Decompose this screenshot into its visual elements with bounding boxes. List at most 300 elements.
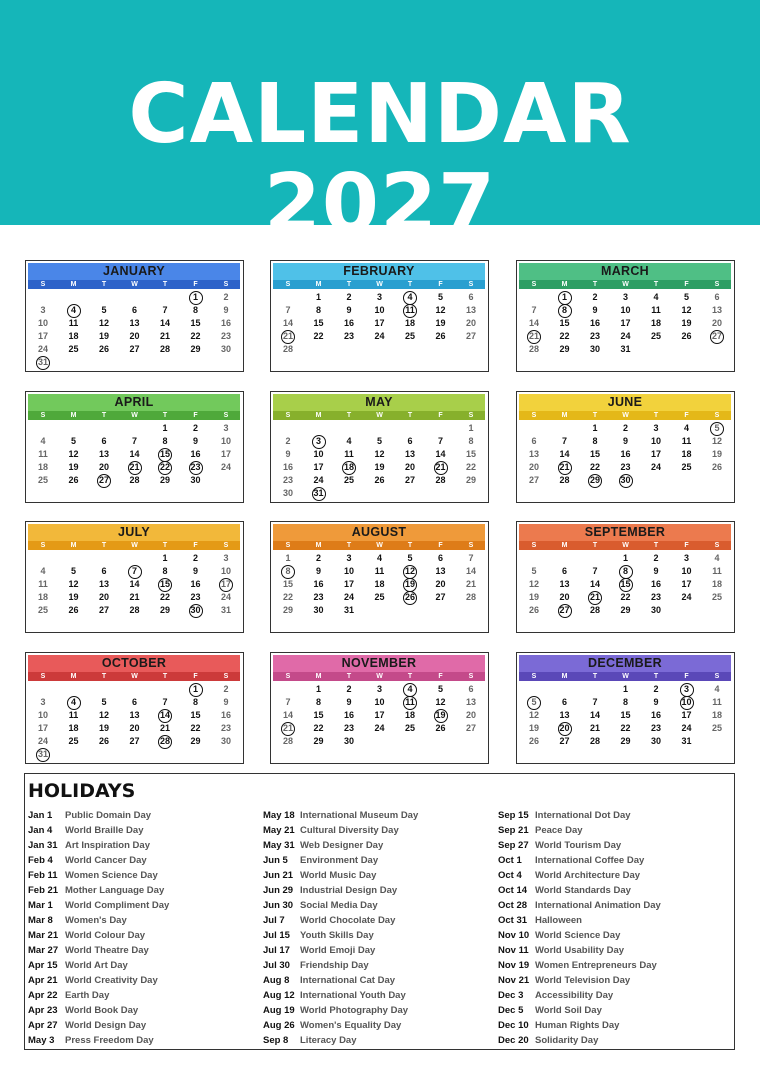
holiday-date-label: Jun 5 [263, 855, 288, 866]
holiday-name: World Theatre Day [65, 945, 149, 956]
calendar-day: 26 [435, 331, 446, 341]
holiday-date-label: Mar 1 [28, 900, 53, 911]
calendar-day: 4 [346, 436, 352, 446]
calendar-day: 24 [313, 475, 324, 485]
calendar-day: 17 [220, 449, 231, 459]
calendar-day: 10 [220, 436, 231, 446]
weekday-label: F [438, 412, 443, 419]
calendar-day: 28 [435, 475, 446, 485]
weekday-label: S [468, 412, 474, 419]
calendar-day: 17 [681, 579, 692, 589]
calendar-day: 12 [528, 710, 539, 720]
calendar-day: 8 [192, 305, 198, 315]
holiday-name: World Music Day [300, 870, 377, 881]
calendar-day: 3 [223, 553, 229, 563]
holiday-date: 18 [338, 461, 360, 474]
holiday-name: Art Inspiration Day [65, 840, 150, 851]
calendar-day: 13 [711, 305, 722, 315]
month-name: OCTOBER [28, 655, 240, 672]
calendar-day: 7 [468, 553, 474, 563]
weekday-label: W [622, 281, 629, 288]
holiday-date-label: Apr 27 [28, 1020, 58, 1031]
calendar-day: 8 [192, 697, 198, 707]
calendar-day: 24 [650, 462, 661, 472]
holiday-date: 4 [399, 291, 421, 304]
calendar-day: 25 [404, 331, 415, 341]
calendar-day: 29 [159, 475, 170, 485]
holiday-date-label: Apr 23 [28, 1005, 58, 1016]
holiday-date-label: Oct 28 [498, 900, 528, 911]
holiday-name: Women Entrepreneurs Day [535, 960, 657, 971]
calendar-day: 12 [98, 318, 109, 328]
weekday-label: T [346, 673, 352, 680]
calendar-day: 15 [190, 318, 201, 328]
calendar-day: 14 [465, 566, 476, 576]
calendar-day: 12 [98, 710, 109, 720]
calendar-day: 18 [681, 449, 692, 459]
holiday-date: 30 [615, 474, 637, 487]
calendar-day: 19 [98, 723, 109, 733]
holiday-name: Halloween [535, 915, 582, 926]
calendar-day: 23 [589, 331, 600, 341]
calendar-day: 13 [528, 449, 539, 459]
calendar-day: 13 [559, 710, 570, 720]
weekday-header [519, 672, 731, 681]
calendar-day: 15 [313, 710, 324, 720]
holiday-name: International Dot Day [535, 810, 631, 821]
calendar-day: 2 [346, 292, 352, 302]
calendar-day: 11 [68, 318, 79, 328]
calendar-day: 21 [589, 723, 600, 733]
holiday-name: Web Designer Day [300, 840, 384, 851]
holiday-name: Peace Day [535, 825, 583, 836]
calendar-day: 25 [711, 592, 722, 602]
weekday-label: T [653, 412, 659, 419]
holiday-date-label: May 18 [263, 810, 295, 821]
calendar-day: 25 [650, 331, 661, 341]
calendar-day: 15 [465, 449, 476, 459]
holiday-date-label: Jul 7 [263, 915, 285, 926]
calendar-day: 9 [346, 305, 352, 315]
weekday-header [28, 541, 240, 550]
calendar-day: 21 [465, 579, 476, 589]
calendar-day: 26 [374, 475, 385, 485]
holiday-name: Youth Skills Day [300, 930, 374, 941]
weekday-header [273, 672, 485, 681]
weekday-label: S [714, 542, 720, 549]
holiday-date-label: Jan 4 [28, 825, 53, 836]
calendar-day: 11 [68, 710, 79, 720]
holiday-name: World Compliment Day [65, 900, 170, 911]
calendar-day: 8 [468, 436, 474, 446]
calendar-day: 4 [714, 684, 720, 694]
holiday-date-label: Apr 21 [28, 975, 58, 986]
holiday-date-label: Apr 22 [28, 990, 58, 1001]
calendar-day: 24 [220, 462, 231, 472]
calendar-day: 23 [343, 331, 354, 341]
calendar-day: 22 [313, 723, 324, 733]
calendar-day: 16 [220, 710, 231, 720]
calendar-day: 14 [129, 579, 140, 589]
calendar-day: 28 [129, 605, 140, 615]
holiday-name: World Soil Day [535, 1005, 602, 1016]
calendar-day: 23 [282, 475, 293, 485]
weekday-label: T [162, 412, 168, 419]
holiday-date-label: Dec 3 [498, 990, 524, 1001]
calendar-day: 17 [650, 449, 661, 459]
holiday-date-label: Jun 21 [263, 870, 294, 881]
calendar-day: 18 [404, 318, 415, 328]
calendar-day: 14 [589, 579, 600, 589]
holiday-date-label: Jun 30 [263, 900, 294, 911]
calendar-day: 2 [223, 292, 229, 302]
calendar-day: 11 [651, 305, 661, 315]
month-june [516, 391, 735, 503]
calendar-day: 6 [468, 684, 474, 694]
calendar-day: 14 [282, 710, 293, 720]
calendar-day: 20 [98, 592, 109, 602]
calendar-day: 5 [101, 697, 107, 707]
calendar-day: 7 [437, 436, 443, 446]
weekday-label: S [285, 412, 291, 419]
calendar-day: 2 [653, 553, 659, 563]
weekday-header [28, 672, 240, 681]
calendar-day: 28 [159, 344, 170, 354]
calendar-day: 7 [592, 697, 598, 707]
weekday-label: W [376, 281, 383, 288]
holiday-date-label: Sep 15 [498, 810, 529, 821]
weekday-label: M [561, 542, 568, 549]
calendar-day: 9 [592, 305, 598, 315]
calendar-day: 7 [131, 436, 137, 446]
calendar-day: 28 [282, 344, 293, 354]
calendar-day: 29 [190, 344, 201, 354]
month-name: AUGUST [273, 524, 485, 541]
calendar-day: 12 [374, 449, 385, 459]
calendar-day: 22 [465, 462, 476, 472]
calendar-day: 2 [192, 423, 198, 433]
holiday-date-label: Sep 8 [263, 1035, 289, 1046]
weekday-label: S [531, 542, 537, 549]
holiday-date-label: Oct 14 [498, 885, 528, 896]
holiday-date: 17 [215, 578, 237, 591]
calendar-day: 27 [404, 475, 415, 485]
holiday-name: Public Domain Day [65, 810, 152, 821]
weekday-label: W [131, 542, 138, 549]
calendar-day: 28 [282, 736, 293, 746]
weekday-label: T [592, 412, 598, 419]
calendar-day: 27 [528, 475, 539, 485]
calendar-day: 15 [313, 318, 324, 328]
calendar-day: 2 [592, 292, 598, 302]
calendar-day: 11 [712, 697, 722, 707]
holiday-date-label: Jan 31 [28, 840, 58, 851]
holiday-name: World Tourism Day [535, 840, 622, 851]
calendar-day: 23 [620, 462, 631, 472]
weekday-label: M [315, 412, 322, 419]
calendar-day: 9 [285, 449, 291, 459]
holiday-date-label: Aug 8 [263, 975, 290, 986]
weekday-label: S [285, 542, 291, 549]
calendar-day: 17 [343, 579, 354, 589]
calendar-day: 11 [38, 449, 48, 459]
calendar-day: 9 [653, 697, 659, 707]
calendar-day: 17 [681, 710, 692, 720]
weekday-label: T [592, 673, 598, 680]
holiday-name: Literacy Day [300, 1035, 357, 1046]
calendar-day: 5 [531, 566, 537, 576]
weekday-label: F [193, 542, 198, 549]
weekday-label: T [101, 412, 107, 419]
calendar-day: 5 [683, 292, 689, 302]
calendar-day: 15 [190, 710, 201, 720]
holiday-date-label: Oct 31 [498, 915, 528, 926]
weekday-label: W [376, 412, 383, 419]
calendar-day: 6 [437, 553, 443, 563]
calendar-day: 27 [559, 736, 570, 746]
calendar-day: 3 [653, 423, 659, 433]
holiday-date: 15 [154, 448, 176, 461]
calendar-day: 17 [37, 331, 48, 341]
calendar-day: 29 [190, 736, 201, 746]
holiday-date: 21 [584, 591, 606, 604]
holiday-date-label: Nov 19 [498, 960, 530, 971]
calendar-day: 16 [313, 579, 324, 589]
month-name: MARCH [519, 263, 731, 280]
calendar-day: 2 [285, 436, 291, 446]
month-november [270, 652, 489, 764]
calendar-day: 27 [465, 331, 476, 341]
calendar-day: 2 [653, 684, 659, 694]
calendar-day: 28 [465, 592, 476, 602]
weekday-label: T [346, 281, 352, 288]
calendar-day: 31 [681, 736, 692, 746]
calendar-day: 22 [620, 592, 631, 602]
holiday-date-label: Aug 12 [263, 990, 295, 1001]
calendar-day: 15 [559, 318, 570, 328]
calendar-day: 13 [465, 697, 476, 707]
calendar-day: 31 [220, 605, 231, 615]
calendar-day: 26 [528, 736, 539, 746]
calendar-day: 20 [98, 462, 109, 472]
holiday-date-label: May 21 [263, 825, 295, 836]
holiday-date: 11 [399, 304, 421, 317]
calendar-day: 9 [192, 436, 198, 446]
calendar-day: 13 [465, 305, 476, 315]
calendar-day: 22 [190, 331, 201, 341]
calendar-day: 4 [40, 436, 46, 446]
calendar-day: 28 [589, 736, 600, 746]
calendar-day: 4 [40, 566, 46, 576]
weekday-label: T [653, 542, 659, 549]
holiday-date-label: Aug 19 [263, 1005, 295, 1016]
calendar-day: 19 [528, 592, 539, 602]
weekday-label: M [315, 542, 322, 549]
weekday-header [519, 280, 731, 289]
calendar-day: 27 [98, 605, 109, 615]
weekday-label: F [193, 281, 198, 288]
calendar-day: 25 [68, 344, 79, 354]
weekday-label: T [101, 281, 107, 288]
calendar-day: 24 [681, 723, 692, 733]
calendar-day: 24 [374, 723, 385, 733]
calendar-day: 28 [528, 344, 539, 354]
weekday-label: S [531, 281, 537, 288]
holiday-date: 1 [185, 291, 207, 304]
calendar-day: 17 [374, 318, 385, 328]
calendar-day: 1 [468, 423, 474, 433]
holiday-date: 29 [584, 474, 606, 487]
holiday-date: 8 [277, 565, 299, 578]
calendar-day: 20 [129, 331, 140, 341]
holiday-date: 21 [554, 461, 576, 474]
calendar-day: 20 [435, 579, 446, 589]
calendar-day: 9 [346, 697, 352, 707]
calendar-day: 12 [681, 305, 692, 315]
weekday-label: W [131, 673, 138, 680]
calendar-day: 20 [711, 318, 722, 328]
calendar-day: 18 [68, 331, 79, 341]
holiday-name: World Emoji Day [300, 945, 376, 956]
month-name: NOVEMBER [273, 655, 485, 672]
calendar-day: 16 [190, 579, 201, 589]
calendar-day: 5 [101, 305, 107, 315]
calendar-day: 18 [374, 579, 385, 589]
holiday-date: 21 [523, 330, 545, 343]
calendar-day: 11 [681, 436, 692, 446]
calendar-day: 10 [343, 566, 354, 576]
holiday-name: World Art Day [65, 960, 128, 971]
calendar-day: 21 [159, 331, 170, 341]
weekday-label: W [622, 542, 629, 549]
weekday-label: S [285, 281, 291, 288]
holiday-name: Solidarity Day [535, 1035, 599, 1046]
calendar-day: 26 [98, 344, 109, 354]
calendar-day: 30 [650, 736, 661, 746]
weekday-label: T [407, 673, 413, 680]
holiday-date-label: Feb 21 [28, 885, 59, 896]
holiday-date-label: May 3 [28, 1035, 55, 1046]
calendar-day: 2 [315, 553, 321, 563]
holiday-name: World Usability Day [535, 945, 625, 956]
calendar-day: 20 [465, 318, 476, 328]
calendar-day: 18 [404, 710, 415, 720]
calendar-day: 21 [129, 592, 140, 602]
calendar-day: 6 [468, 292, 474, 302]
calendar-day: 3 [40, 697, 46, 707]
calendar-day: 28 [589, 605, 600, 615]
calendar-day: 7 [561, 436, 567, 446]
calendar-day: 29 [465, 475, 476, 485]
page-title: CALENDAR 2027 [128, 67, 632, 252]
holiday-date-label: Feb 11 [28, 870, 58, 881]
holiday-date-label: Nov 21 [498, 975, 530, 986]
calendar-day: 10 [37, 318, 48, 328]
calendar-day: 7 [162, 305, 168, 315]
calendar-day: 10 [681, 566, 692, 576]
calendar-day: 1 [162, 553, 168, 563]
holiday-name: Friendship Day [300, 960, 369, 971]
calendar-day: 15 [589, 449, 600, 459]
weekday-header [273, 280, 485, 289]
holiday-name: Earth Day [65, 990, 110, 1001]
calendar-day: 2 [223, 684, 229, 694]
weekday-label: S [468, 542, 474, 549]
calendar-day: 5 [437, 684, 443, 694]
calendar-day: 14 [528, 318, 539, 328]
calendar-day: 1 [592, 423, 598, 433]
weekday-label: F [438, 281, 443, 288]
weekday-label: S [40, 412, 46, 419]
calendar-day: 22 [190, 723, 201, 733]
calendar-day: 6 [561, 697, 567, 707]
weekday-label: S [714, 412, 720, 419]
calendar-day: 9 [315, 566, 321, 576]
calendar-day: 31 [620, 344, 631, 354]
calendar-day: 10 [313, 449, 324, 459]
holiday-date: 20 [554, 722, 576, 735]
calendar-day: 23 [220, 723, 231, 733]
weekday-label: T [162, 281, 168, 288]
weekday-label: S [531, 412, 537, 419]
calendar-day: 27 [465, 723, 476, 733]
calendar-day: 10 [374, 305, 385, 315]
month-february [270, 260, 489, 372]
month-name: JULY [28, 524, 240, 541]
calendar-day: 15 [620, 710, 631, 720]
calendar-day: 14 [282, 318, 293, 328]
holiday-date: 28 [154, 735, 176, 748]
holiday-date-label: Jul 17 [263, 945, 290, 956]
calendar-day: 30 [343, 736, 354, 746]
calendar-day: 5 [376, 436, 382, 446]
calendar-day: 26 [711, 462, 722, 472]
month-december [516, 652, 735, 764]
holiday-date: 30 [185, 604, 207, 617]
calendar-day: 8 [315, 697, 321, 707]
weekday-label: F [684, 281, 689, 288]
calendar-day: 23 [313, 592, 324, 602]
weekday-label: S [223, 412, 229, 419]
holiday-name: World Braille Day [65, 825, 144, 836]
calendar-day: 23 [650, 592, 661, 602]
holiday-date: 1 [554, 291, 576, 304]
calendar-day: 23 [220, 331, 231, 341]
weekday-label: T [162, 673, 168, 680]
calendar-day: 26 [681, 331, 692, 341]
holiday-name: World Design Day [65, 1020, 147, 1031]
holiday-date: 15 [615, 578, 637, 591]
calendar-day: 27 [435, 592, 446, 602]
calendar-day: 12 [68, 579, 79, 589]
month-name: JUNE [519, 394, 731, 411]
holiday-date-label: Sep 21 [498, 825, 529, 836]
calendar-day: 1 [315, 684, 321, 694]
calendar-day: 9 [223, 697, 229, 707]
calendar-day: 19 [68, 592, 79, 602]
calendar-day: 19 [374, 462, 385, 472]
holiday-date: 1 [185, 683, 207, 696]
holiday-name: World Standards Day [535, 885, 631, 896]
calendar-day: 1 [162, 423, 168, 433]
calendar-day: 18 [650, 318, 661, 328]
month-name: JANUARY [28, 263, 240, 280]
calendar-day: 26 [528, 605, 539, 615]
calendar-day: 29 [620, 605, 631, 615]
calendar-day: 2 [192, 553, 198, 563]
holiday-name: International Youth Day [300, 990, 406, 1001]
calendar-day: 20 [404, 462, 415, 472]
